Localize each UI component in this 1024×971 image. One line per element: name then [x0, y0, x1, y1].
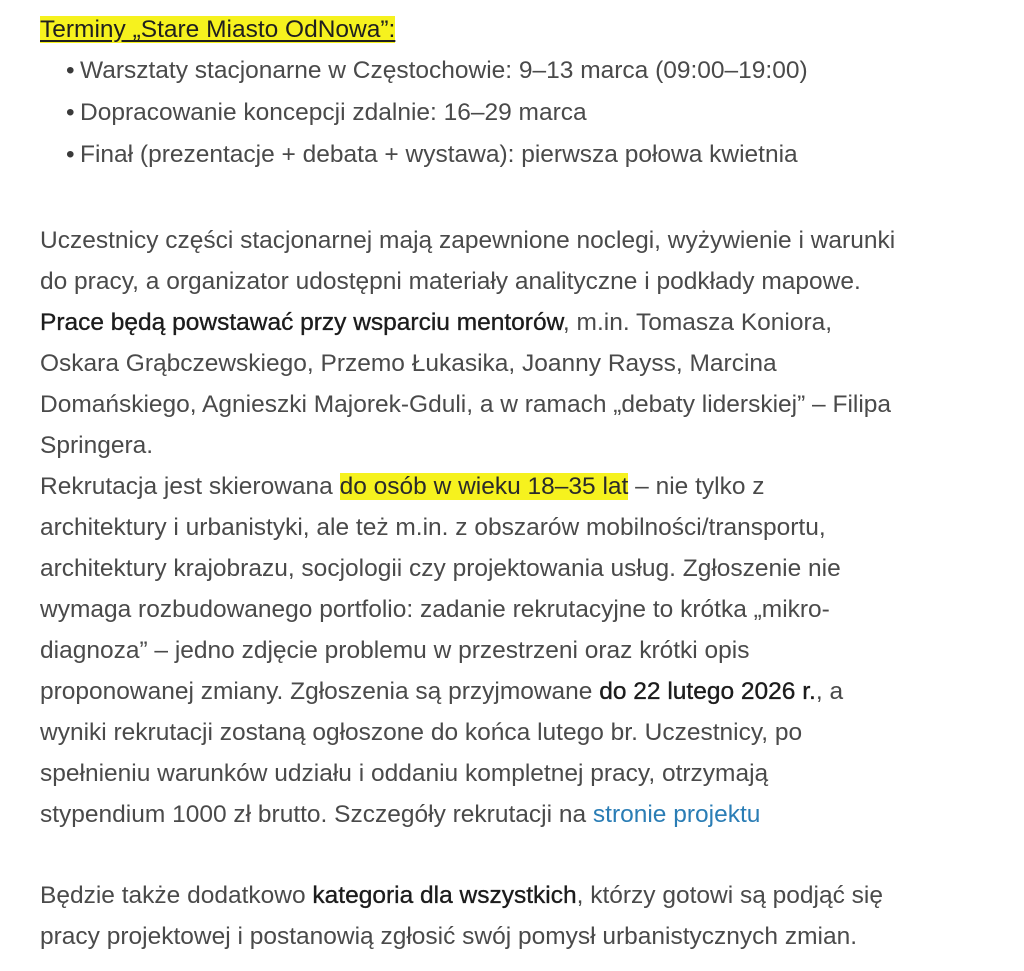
- text-line: Springera.: [40, 432, 154, 459]
- article-body: [40, 10, 1000, 957]
- heading-line: [40, 10, 1000, 50]
- bullet-icon: •: [66, 99, 75, 126]
- text-line: [40, 875, 1000, 916]
- text-line: [40, 302, 1000, 343]
- recruitment-paragraph: [40, 466, 1000, 835]
- schedule-item: [66, 92, 1000, 134]
- schedule-item: [66, 134, 1000, 176]
- text-line: spełnieniu warunków udziału i oddaniu kompletnej pracy, otrzymają: [40, 760, 769, 787]
- text-line: architektury krajobrazu, socjologii czy projektowania usług. Zgłoszenie nie: [40, 555, 841, 582]
- text-line: do pracy, a organizator udostępni materiały analityczne i podkłady mapowe.: [40, 268, 861, 295]
- text-fragment: , m.in. Tomasza Koniora,: [562, 309, 833, 336]
- text-line: [40, 466, 1000, 507]
- schedule-item-text: Finał (prezentacje + debata + wystawa): pierwsza połowa kwietnia: [80, 141, 798, 168]
- text-fragment: Będzie także dodatkowo: [40, 882, 313, 909]
- text-line: pracy projektowej i postanowią zgłosić swój pomysł urbanistycznych zmian.: [40, 923, 858, 950]
- deadline-bold-text: do 22 lutego 2026 r.: [599, 678, 816, 705]
- everyone-category-paragraph: [40, 875, 1000, 957]
- text-fragment: stypendium 1000 zł brutto. Szczegóły rekrutacji na: [40, 801, 593, 828]
- schedule-item-text: Warsztaty stacjonarne w Częstochowie: 9–13 marca (09:00–19:00): [80, 57, 808, 84]
- schedule-item-text: Dopracowanie koncepcji zdalnie: 16–29 marca: [80, 99, 587, 126]
- text-line: wymaga rozbudowanego portfolio: zadanie rekrutacyjne to krótka „mikro-: [40, 596, 830, 623]
- project-page-link[interactable]: stronie projektu: [592, 801, 761, 828]
- text-fragment: proponowanej zmiany. Zgłoszenia są przyjmowane: [40, 678, 600, 705]
- bullet-icon: •: [66, 57, 75, 84]
- text-fragment: Rekrutacja jest skierowana: [40, 473, 340, 500]
- category-bold-text: kategoria dla wszystkich: [312, 882, 577, 909]
- mentors-bold-text: Prace będą powstawać przy wsparciu mentorów: [40, 309, 563, 336]
- text-line: wyniki rekrutacji zostaną ogłoszone do końca lutego br. Uczestnicy, po: [40, 719, 803, 746]
- text-line: Oskara Grąbczewskiego, Przemo Łukasika, Joanny Rayss, Marcina: [40, 350, 777, 377]
- text-fragment: , a: [815, 678, 844, 705]
- text-line: [40, 794, 1000, 835]
- text-fragment: , którzy gotowi są podjąć się: [576, 882, 883, 909]
- participants-paragraph: [40, 220, 1000, 466]
- text-line: Uczestnicy części stacjonarnej mają zapewnione noclegi, wyżywienie i warunki: [40, 227, 896, 254]
- text-fragment: – nie tylko z: [628, 473, 765, 500]
- schedule-item: [66, 50, 1000, 92]
- bullet-icon: •: [66, 141, 75, 168]
- age-highlight: do osób w wieku 18–35 lat: [339, 473, 629, 500]
- text-line: diagnoza” – jedno zdjęcie problemu w przestrzeni oraz krótki opis: [40, 637, 750, 664]
- schedule-list: [40, 50, 1000, 176]
- text-line: architektury i urbanistyki, ale też m.in. z obszarów mobilności/transportu,: [40, 514, 826, 541]
- schedule-heading: Terminy „Stare Miasto OdNowa”:: [40, 16, 396, 43]
- text-line: [40, 671, 1000, 712]
- text-line: Domańskiego, Agnieszki Majorek-Gduli, a w ramach „debaty liderskiej” – Filipa: [40, 391, 892, 418]
